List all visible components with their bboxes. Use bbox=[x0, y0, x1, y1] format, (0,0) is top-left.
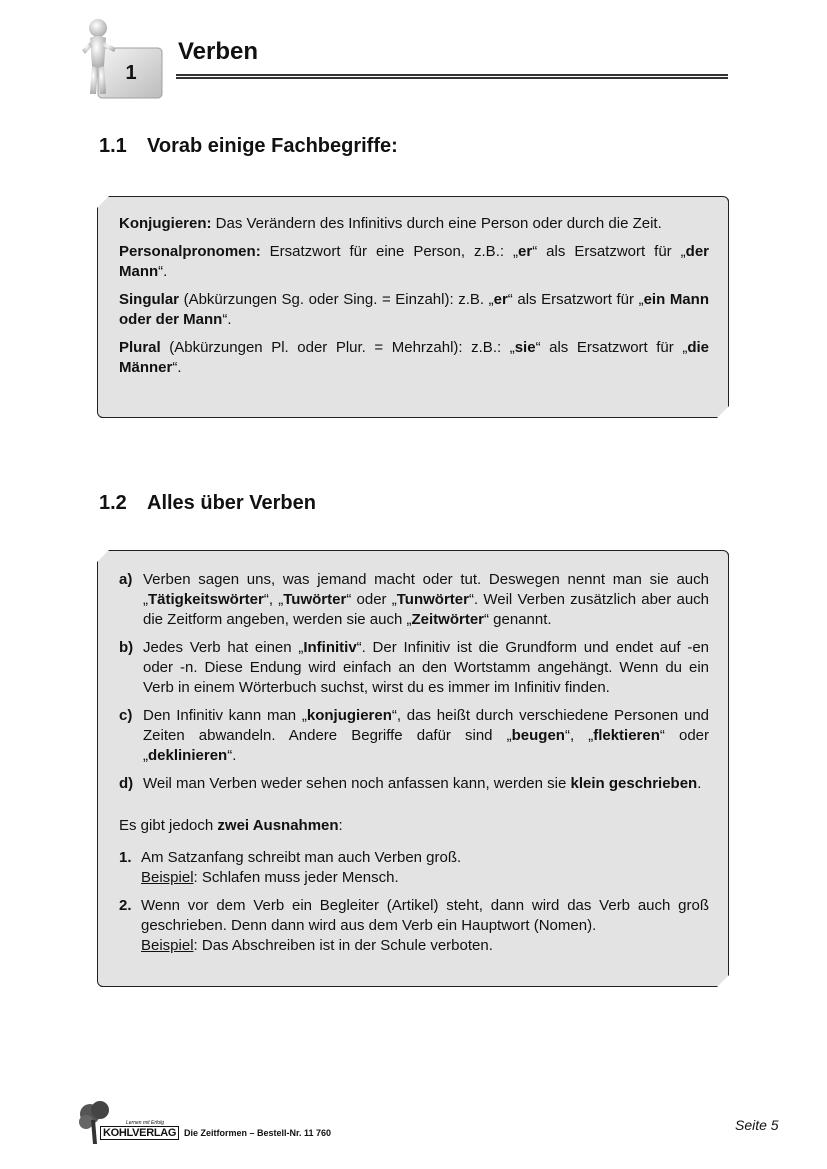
definition-personalpronomen: Personalpronomen: Ersatzwort für eine Person, z.B.: „er“ als Ersatzwort für „der Mann“. bbox=[119, 243, 710, 280]
list-item-d: d) Weil man Verben weder sehen noch anfassen kann, werden sie klein geschrieben. bbox=[119, 775, 702, 792]
definition-konjugieren: Konjugieren: Das Verändern des Infinitivs durch eine Person oder durch die Zeit. bbox=[119, 215, 662, 232]
chapter-title: Verben bbox=[178, 38, 259, 65]
exception-item-2: 2. Wenn vor dem Verb ein Begleiter (Artikel) steht, dann wird das Verb auch groß geschrieben. Denn dann wird aus dem Verb ein Hauptwort (Nomen). Beispiel: Das Abschreiben ist in der Schule verboten. bbox=[119, 897, 709, 954]
page-number: Seite 5 bbox=[735, 1117, 779, 1133]
logo-name: KOHLVERLAG bbox=[100, 1126, 179, 1140]
verbs-content bbox=[119, 570, 709, 964]
publisher-logo bbox=[78, 1100, 177, 1146]
exceptions-intro: Es gibt jedoch zwei Ausnahmen: bbox=[119, 817, 343, 834]
title-underline bbox=[176, 74, 728, 79]
definition-plural: Plural (Abkürzungen Pl. oder Plur. = Mehrzahl): z.B.: „sie“ als Ersatzwort für „die Männer“. bbox=[119, 339, 709, 376]
logo-tagline: Lernen mit Erfolg bbox=[126, 1120, 165, 1126]
list-item-b: b) Jedes Verb hat einen „Infinitiv“. Der Infinitiv ist die Grundform und endet auf -en oder -n. Diese Endung wird einfach an den Wortstamm angehängt. Wenn du ein Verb in einem Wörterbuch suchst, wirst du es immer im Infinitiv finden. bbox=[119, 639, 710, 696]
section-title: Alles über Verben bbox=[147, 492, 316, 514]
example-label: Beispiel bbox=[141, 869, 194, 886]
list-item-c: c) Den Infinitiv kann man „konjugieren“, das heißt durch verschiedene Personen und Zeiten abwandeln. Andere Begriffe dafür sind „beugen“, „flektieren“ oder „deklinieren“. bbox=[119, 707, 710, 764]
example-label: Beispiel bbox=[141, 937, 194, 954]
section-number: 1.2 bbox=[99, 492, 127, 514]
list-item-a: a) Verben sagen uns, was jemand macht oder tut. Deswegen nennt man sie auch „Tätigkeitswörter“, „Tuwörter“ oder „Tunwörter“. Weil Verben zusätzlich aber auch die Zeitform angeben, werden sie auch „Zeitwörter“ genannt. bbox=[119, 571, 710, 628]
section-heading-1-2 bbox=[99, 492, 316, 515]
section-number: 1.1 bbox=[99, 135, 127, 157]
exception-item-1: 1. Am Satzanfang schreibt man auch Verben groß. Beispiel: Schlafen muss jeder Mensch. bbox=[119, 849, 462, 886]
chapter-number: 1 bbox=[125, 61, 137, 84]
definitions-content bbox=[119, 214, 709, 386]
section-heading-1-1 bbox=[99, 135, 398, 158]
definition-singular: Singular (Abkürzungen Sg. oder Sing. = Einzahl): z.B. „er“ als Ersatzwort für „ein Mann oder der Mann“. bbox=[119, 291, 709, 328]
publication-info: Die Zeitformen – Bestell-Nr. 11 760 bbox=[184, 1128, 332, 1138]
section-title: Vorab einige Fachbegriffe: bbox=[147, 135, 398, 157]
